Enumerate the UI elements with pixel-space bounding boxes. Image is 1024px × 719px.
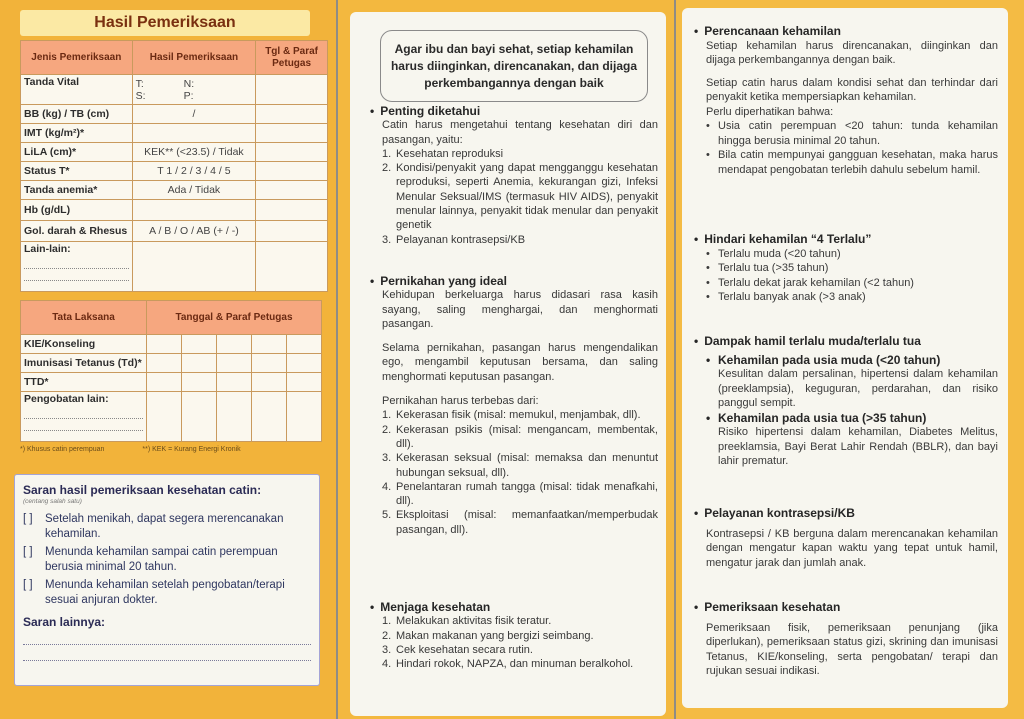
checkbox[interactable]: [ ] [23,513,33,525]
vital-t: T: [135,77,144,90]
paragraph: Catin harus mengetahui tentang kesehatan diri dan pasangan, yaitu: [382,119,658,146]
dotted-line [24,419,143,431]
section-title: • Penting diketahui [370,104,658,118]
list-item: 1. Kesehatan reproduksi [382,147,504,160]
row-value: Ada / Tidak [132,181,256,200]
paragraph: Perlu diperhatikan bahwa: [706,105,834,118]
table-row [21,162,328,181]
right-paper [682,8,1008,708]
paragraph: Pernikahan harus terbebas dari: [382,395,539,408]
table-row [21,105,328,124]
paragraph: Setiap catin harus dalam kondisi sehat dan terhindar dari penyakit ketika mempersiapkan kehamilan. [706,76,998,103]
list-item: 5. Eksploitasi (misal: memanfaatkan/memperbudak pasangan, dll). [382,509,658,536]
table-row [21,124,328,143]
table-row [21,200,328,221]
row-label: TTD* [21,373,147,392]
advice-title: Saran hasil pemeriksaan kesehatan catin: [23,483,262,497]
row-label: BB (kg) / TB (cm) [21,105,133,124]
row-label: Status T* [21,162,133,181]
row-label: Lain-lain: [24,243,71,255]
section-title: • Pernikahan yang ideal [370,274,658,288]
list-item: 2. Makan makanan yang bergizi seimbang. [382,629,594,642]
vital-s: S: [135,89,146,102]
list-item: 3. Pelayanan kontrasepsi/KB [382,233,526,246]
row-label: LiLA (cm)* [21,143,133,162]
row-value [132,124,256,143]
col-exam-type: Jenis Pemeriksaan [21,41,133,75]
list-item: • Terlalu tua (>35 tahun) [706,262,829,274]
list-item: • Terlalu dekat jarak kehamilan (<2 tahun) [706,276,914,289]
row-label: Imunisasi Tetanus (Td)* [21,354,147,373]
list-item: 3. Cek kesehatan secara rutin. [382,643,533,656]
table-row [21,221,328,242]
section-dampak [706,334,998,469]
table-row [21,242,328,292]
footnote: *) Khusus catin perempuan [20,446,105,453]
table-row [21,354,322,373]
middle-paper [350,12,666,716]
checkbox[interactable]: [ ] [23,546,33,558]
section-pemeriksaan [706,600,998,679]
list-item: 1. Kekerasan fisik (misal: memukul, menjambak, dll). [382,409,641,422]
paragraph: Risiko hipertensi dalam kehamilan, Diabetes Melitus, preeklamsia, Bayi Berat Lahir Rendah (BBLR), dan bayi lahir prematur. [718,426,998,467]
advice-option[interactable] [23,578,311,608]
list-item: 1. Melakukan aktivitas fisik teratur. [382,615,552,628]
advice-option-text: Menunda kehamilan setelah pengobatan/terapi sesuai anjuran dokter. [45,579,285,606]
row-label: Tanda anemia* [21,181,133,200]
list-item: • Terlalu banyak anak (>3 anak) [706,291,866,303]
right-panel [676,0,1024,719]
row-label: Tanda Vital [21,75,133,105]
section-title: • Dampak hamil terlalu muda/terlalu tua [694,334,998,349]
list-item: 4. Penelantaran rumah tangga (misal: tidak menafkahi, dll). [382,480,658,508]
vital-p: P: [183,89,194,102]
section-title: • Pelayanan kontrasepsi/KB [694,506,998,521]
col-treatment: Tata Laksana [21,301,147,335]
sub-title: • Kehamilan pada usia tua (>35 tahun) [706,410,927,425]
paragraph: Kontrasepsi / KB berguna dalam merencanakan kehamilan dengan mengatur kapan waktu yang tepat untuk hamil, mengatur jarak dan jumlah anak. [706,527,998,569]
advice-option[interactable] [23,512,311,542]
advice-option-text: Setelah menikah, dapat segera merencanakan kehamilan. [45,513,284,540]
sub-title: • Kehamilan pada usia muda (<20 tahun) [706,352,941,367]
paragraph: Selama pernikahan, pasangan harus mengendalikan ego, mengambil keputusan bersama, dan saling menghormati keputusan pasangan. [382,342,658,383]
section-kontrasepsi [706,506,998,570]
list-item: 2. Kondisi/penyakit yang dapat mengganggu kesehatan reproduksi, seperti Anemia, kekurangan gizi, Infeksi Menular Seksual/IMS (termasuk HIV AIDS), penyakit menular lainnya, penyakit tidak menular dan penyakit genetik [382,162,658,232]
vital-n: N: [183,77,195,90]
paragraph: Kesulitan dalam persalinan, hipertensi dalam kehamilan (preeklampsia), keguguran, perdarahan, dan risiko panggul sempit. [718,368,998,409]
section-perencanaan [706,24,998,177]
checkbox[interactable]: [ ] [23,579,33,591]
list-item: • Terlalu muda (<20 tahun) [706,247,841,260]
exam-results-table [20,40,328,292]
row-label: Pengobatan lain: [24,393,109,405]
advice-box [14,474,320,686]
advice-option-text: Menunda kehamilan sampai catin perempuan berusia minimal 20 tahun. [45,546,278,573]
list-item: • Usia catin perempuan <20 tahun: tunda kehamilan hingga berusia minimal 20 tahun. [706,120,998,147]
list-item: • Bila catin mempunyai gangguan kesehatan, maka harus mendapat pengobatan terlebih dahulu sebelum hamil. [706,149,998,176]
intro-box: Agar ibu dan bayi sehat, setiap kehamilan harus diinginkan, direncanakan, dan dijaga perkembangannya dengan baik [380,30,648,102]
row-label: KIE/Konseling [21,335,147,354]
advice-subtitle: (centang salah satu) [23,498,82,505]
advice-option[interactable] [23,545,311,575]
col-exam-result: Hasil Pemeriksaan [132,41,256,75]
exam-results-title: Hasil Pemeriksaan [20,10,310,36]
row-label: Hb (g/dL) [21,200,133,221]
footnotes [20,446,320,453]
section-penting [382,104,658,247]
row-value: A / B / O / AB (+ / -) [132,221,256,242]
section-menjaga [382,600,658,671]
section-pernikahan [382,274,658,537]
table-row [21,335,322,354]
treatment-table [20,300,322,442]
col-treatment-date: Tanggal & Paraf Petugas [147,301,322,335]
row-value: / [132,105,256,124]
table-row [21,75,328,105]
dotted-line [23,633,311,645]
dotted-line [24,407,143,419]
table-row [21,143,328,162]
dotted-line [24,257,129,269]
other-advice-label: Saran lainnya: [23,615,106,629]
row-label: IMT (kg/m²)* [21,124,133,143]
section-title: • Perencanaan kehamilan [694,24,998,39]
col-date-sign: Tgl & Paraf Petugas [256,41,328,75]
row-value [132,200,256,221]
table-row [21,373,322,392]
row-value: KEK** (<23.5) / Tidak [132,143,256,162]
paragraph: Pemeriksaan fisik, pemeriksaan penunjang (jika diperlukan), pemeriksaan status gizi, skrining dan imunisasi Tetanus, KIE/konseling, serta pengobatan/ terapi dan rujukan sesuai indikasi. [706,621,998,677]
section-title: • Hindari kehamilan “4 Terlalu” [694,232,998,247]
row-value: T 1 / 2 / 3 / 4 / 5 [132,162,256,181]
table-row [21,392,322,442]
list-item: 3. Kekerasan seksual (misal: memaksa dan menuntut hubungan seksual, dll). [382,452,658,479]
middle-panel [338,0,674,719]
section-title: • Menjaga kesehatan [370,600,658,614]
table-row [21,181,328,200]
list-item: 4. Hindari rokok, NAPZA, dan minuman beralkohol. [382,658,634,671]
footnote: **) KEK = Kurang Energi Kronik [142,446,241,453]
section-title: • Pemeriksaan kesehatan [694,600,998,615]
row-label: Gol. darah & Rhesus [21,221,133,242]
dotted-line [24,269,129,281]
dotted-line [23,649,311,661]
left-panel [0,0,336,719]
paragraph: Kehidupan berkeluarga harus didasari rasa kasih sayang, saling menghargai, dan menghormati pasangan. [382,289,658,330]
section-4-terlalu [706,232,998,305]
paragraph: Setiap kehamilan harus direncanakan, diinginkan dan dijaga perkembangannya dengan baik. [706,39,998,66]
list-item: 2. Kekerasan psikis (misal: mengancam, membentak, dll). [382,423,658,450]
